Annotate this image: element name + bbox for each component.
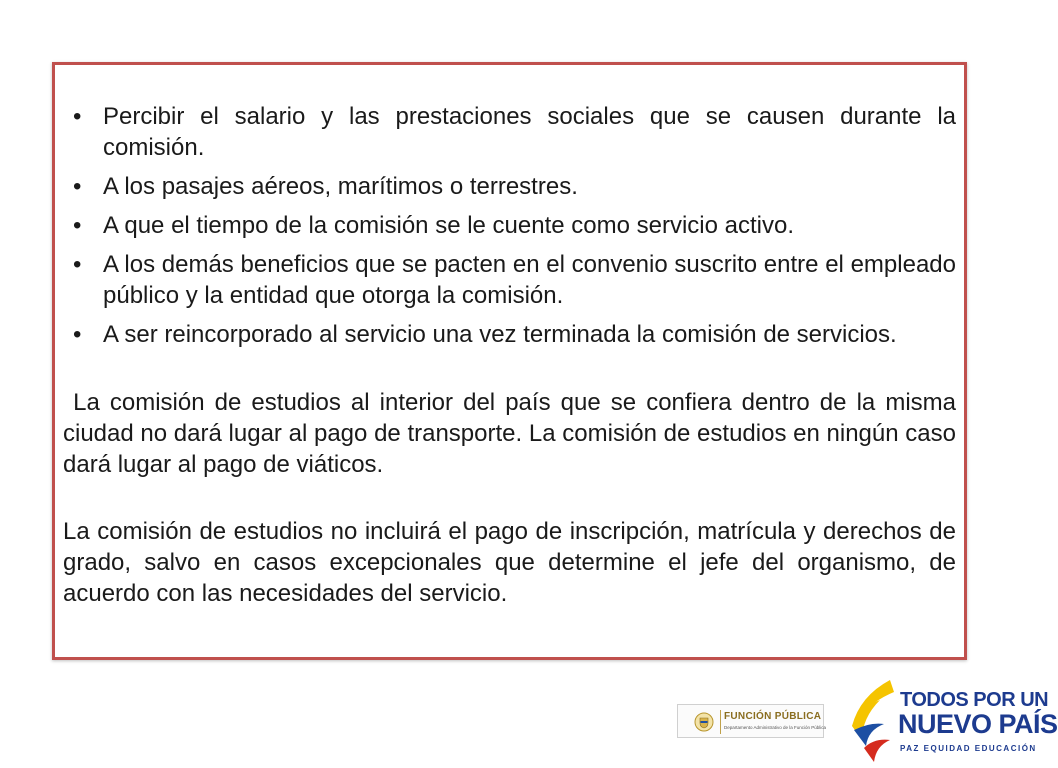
bullet-icon: •: [73, 103, 82, 130]
paragraph-transport: La comisión de estudios al interior del país que se confiera dentro de la misma ciudad no dará lugar al pago de transporte. La comisión de estudios en ningún caso dará lugar al pago de viáticos.: [63, 389, 963, 478]
list-item: [63, 171, 956, 202]
logo-line-1: TODOS POR UN: [900, 689, 1049, 711]
bullet-icon: •: [73, 212, 82, 239]
bullet-icon: •: [73, 173, 82, 200]
list-item: [63, 101, 956, 163]
list-item-text: Percibir el salario y las prestaciones sociales que se causen durante la comisión.: [103, 103, 956, 161]
logo-divider: [720, 710, 721, 734]
slide-content: [63, 101, 963, 609]
funcion-publica-logo: [677, 704, 827, 738]
list-item-text: A que el tiempo de la comisión se le cuente como servicio activo.: [103, 212, 795, 239]
bullet-icon: •: [73, 321, 82, 348]
paragraph-tuition: La comisión de estudios no incluirá el pago de inscripción, matrícula y derechos de grado, salvo en casos excepcionales que determine el jefe del organismo, de acuerdo con las necesidades del servicio.: [63, 518, 956, 607]
logo-title: FUNCIÓN PÚBLICA: [724, 711, 822, 722]
logo-subtitle: Departamento Administrativo de la Función Pública: [724, 725, 827, 730]
todos-por-un-nuevo-pais-logo: [840, 678, 1058, 764]
benefits-list: [63, 101, 956, 350]
list-item: [63, 249, 956, 311]
logo-line-2: NUEVO PAÍS: [898, 709, 1058, 739]
logo-tagline: PAZ EQUIDAD EDUCACIÓN: [900, 744, 1037, 753]
flag-swoosh-icon: [840, 678, 898, 764]
list-item-text: A ser reincorporado al servicio una vez terminada la comisión de servicios.: [103, 321, 897, 348]
coat-of-arms-icon: [694, 712, 714, 732]
content-frame: [52, 62, 967, 660]
list-item: [63, 210, 956, 241]
bullet-icon: •: [73, 251, 82, 278]
list-item: [63, 319, 956, 350]
list-item-text: A los pasajes aéreos, marítimos o terrestres.: [103, 173, 578, 200]
list-item-text: A los demás beneficios que se pacten en el convenio suscrito entre el empleado público y la entidad que otorga la comisión.: [103, 251, 956, 309]
